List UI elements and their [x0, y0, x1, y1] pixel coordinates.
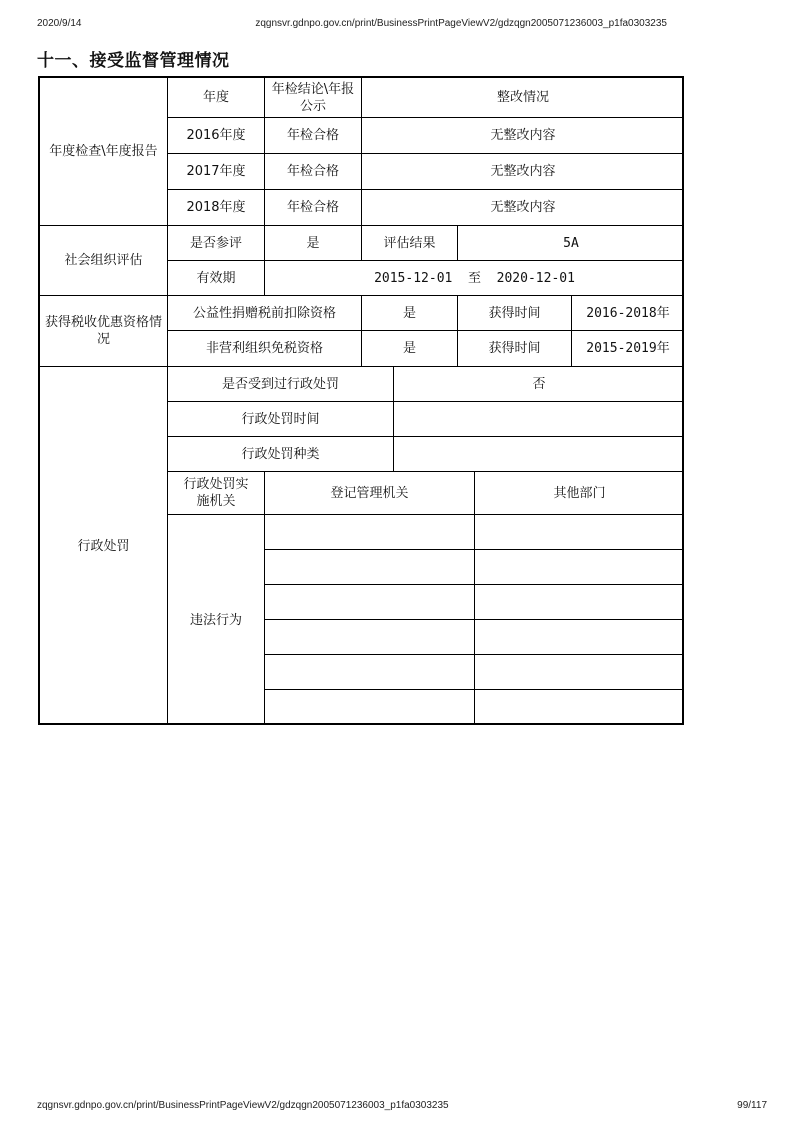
agency-registration-header: 登记管理机关 — [265, 472, 475, 515]
tax-qualification-value: 是 — [362, 296, 458, 331]
participated-value: 是 — [265, 226, 362, 261]
result-label: 评估结果 — [362, 226, 458, 261]
tax-qualification-name: 公益性捐赠税前扣除资格 — [168, 296, 362, 331]
violation-other-cell — [475, 620, 684, 655]
annual-year-cell: 2016年度 — [168, 118, 265, 154]
tax-time-label: 获得时间 — [458, 331, 572, 367]
annual-year-cell: 2017年度 — [168, 154, 265, 190]
result-value: 5A — [458, 226, 684, 261]
penalty-label: 行政处罚 — [40, 367, 168, 725]
violation-registration-cell — [265, 585, 475, 620]
tax-qualification-value: 是 — [362, 331, 458, 367]
validity-value: 2015-12-01 至 2020-12-01 — [265, 261, 684, 296]
penalty-received-value: 否 — [394, 367, 684, 402]
violation-label: 违法行为 — [168, 515, 265, 725]
tax-qualification-name: 非营利组织免税资格 — [168, 331, 362, 367]
violation-other-cell — [475, 515, 684, 550]
annual-year-cell: 2018年度 — [168, 190, 265, 226]
tax-time-label: 获得时间 — [458, 296, 572, 331]
tax-time-value: 2015-2019年 — [572, 331, 684, 367]
print-url-header: zqgnsvr.gdnpo.gov.cn/print/BusinessPrintPageViewV2/gdzqgn2005071236003_p1fa0303235 — [255, 18, 667, 29]
annual-rectify-cell: 无整改内容 — [362, 190, 684, 226]
tax-label: 获得税收优惠资格情况 — [40, 296, 168, 367]
participated-label: 是否参评 — [168, 226, 265, 261]
violation-registration-cell — [265, 655, 475, 690]
page-number: 99/117 — [737, 1100, 767, 1111]
supervision-table — [38, 76, 684, 725]
tax-time-value: 2016-2018年 — [572, 296, 684, 331]
annual-conclusion-cell: 年检合格 — [265, 154, 362, 190]
violation-other-cell — [475, 585, 684, 620]
col-header-conclusion: 年检结论\年报公示 — [265, 78, 362, 118]
violation-registration-cell — [265, 620, 475, 655]
penalty-agency-label: 行政处罚实施机关 — [168, 472, 265, 515]
annual-conclusion-cell: 年检合格 — [265, 118, 362, 154]
penalty-type-label: 行政处罚种类 — [168, 437, 394, 472]
penalty-time-label: 行政处罚时间 — [168, 402, 394, 437]
violation-registration-cell — [265, 690, 475, 725]
annual-conclusion-cell: 年检合格 — [265, 190, 362, 226]
evaluation-label: 社会组织评估 — [40, 226, 168, 296]
penalty-type-value — [394, 437, 684, 472]
section-title: 十一、接受监督管理情况 — [37, 51, 230, 71]
annual-rectify-cell: 无整改内容 — [362, 118, 684, 154]
violation-registration-cell — [265, 550, 475, 585]
validity-label: 有效期 — [168, 261, 265, 296]
col-header-rectify: 整改情况 — [362, 78, 684, 118]
violation-other-cell — [475, 550, 684, 585]
violation-registration-cell — [265, 515, 475, 550]
violation-other-cell — [475, 690, 684, 725]
agency-other-header: 其他部门 — [475, 472, 684, 515]
print-date: 2020/9/14 — [37, 18, 82, 29]
penalty-time-value — [394, 402, 684, 437]
print-url-footer: zqgnsvr.gdnpo.gov.cn/print/BusinessPrintPageViewV2/gdzqgn2005071236003_p1fa0303235 — [37, 1100, 449, 1111]
annual-inspection-label: 年度检查\年度报告 — [40, 78, 168, 226]
col-header-year: 年度 — [168, 78, 265, 118]
violation-other-cell — [475, 655, 684, 690]
penalty-received-label: 是否受到过行政处罚 — [168, 367, 394, 402]
annual-rectify-cell: 无整改内容 — [362, 154, 684, 190]
